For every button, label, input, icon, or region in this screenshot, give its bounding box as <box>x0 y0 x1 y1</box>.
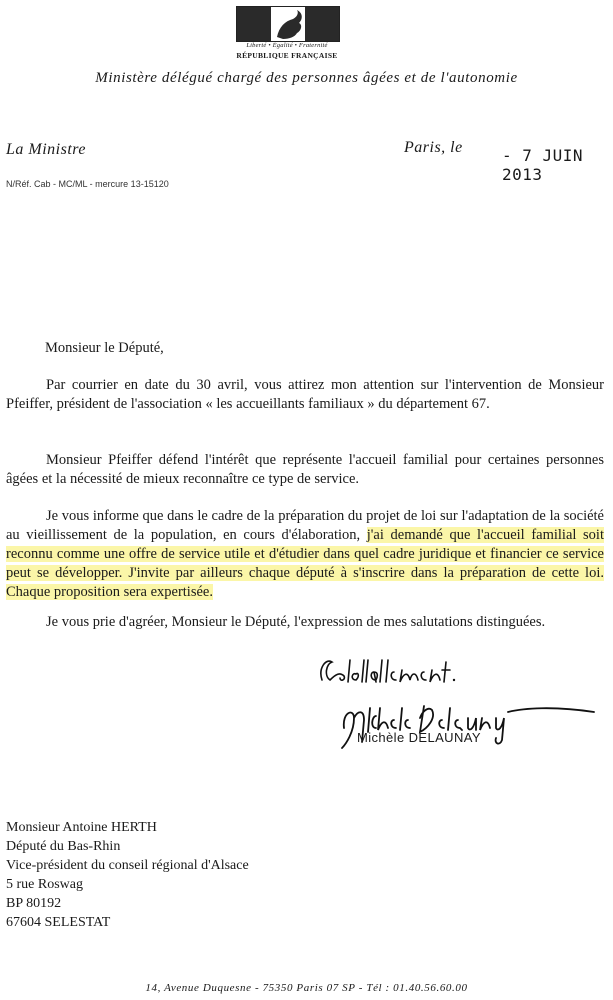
marianne-logo <box>232 6 342 62</box>
address-line: 5 rue Roswag <box>6 877 83 892</box>
address-line: 67604 SELESTAT <box>6 915 111 930</box>
paragraph-3 <box>6 507 604 602</box>
paragraph-2 <box>6 451 604 489</box>
sender-title: La Ministre <box>6 141 87 158</box>
footer-address: 14, Avenue Duquesne - 75350 Paris 07 SP - Tél : 01.40.56.60.00 <box>145 982 468 994</box>
address-line: Monsieur Antoine HERTH <box>6 820 157 835</box>
reference-number: N/Réf. Cab - MC/ML - mercure 13-15120 <box>6 179 169 189</box>
paragraph-1 <box>6 376 604 414</box>
republic-name: RÉPUBLIQUE FRANÇAISE <box>236 51 338 60</box>
handwritten-signature <box>324 698 613 754</box>
paragraph-2-text: Monsieur Pfeiffer défend l'intérêt que représente l'accueil familial pour certaines personnes âgées et la nécessité de mieux reconnaître ce type de service. <box>6 452 604 487</box>
closing-paragraph <box>6 613 604 632</box>
republic-motto: Liberté • Égalité • Fraternité <box>246 42 328 49</box>
salutation: Monsieur le Député, <box>45 340 164 356</box>
closing-paragraph-text: Je vous prie d'agréer, Monsieur le Député, l'expression de mes salutations distinguées. <box>46 614 546 630</box>
address-line: Vice-président du conseil régional d'Alsace <box>6 858 249 873</box>
address-line: Député du Bas-Rhin <box>6 839 121 854</box>
highlighted-passage: j'ai demandé que l'accueil familial soit reconnu comme une offre de service utile et d'étudier dans quel cadre juridique et financier ce service peut se développer. J'invite par ailleurs chaque député à s'inscrire dans la préparation de cette loi. Chaque proposition sera expertisée. <box>6 527 604 600</box>
recipient-address <box>6 818 249 932</box>
handwritten-note <box>316 650 516 694</box>
ministry-title: Ministère délégué chargé des personnes âgées et de l'autonomie <box>95 70 518 86</box>
date-stamp: - 7 JUIN 2013 <box>502 146 584 184</box>
paragraph-3-text: Je vous informe que dans le cadre de la préparation du projet de loi sur l'adaptation de la société au vieillissement de la population, en cours d'élaboration, <box>6 508 604 543</box>
address-line: BP 80192 <box>6 896 62 911</box>
place-prefix: Paris, le <box>404 139 463 156</box>
paragraph-1-text: Par courrier en date du 30 avril, vous attirez mon attention sur l'intervention de Monsieur Pfeiffer, président de l'association « les accueillants familiaux » du département 67. <box>6 377 604 412</box>
marianne-emblem-icon <box>236 6 340 42</box>
signer-name: Michèle DELAUNAY <box>357 730 481 745</box>
